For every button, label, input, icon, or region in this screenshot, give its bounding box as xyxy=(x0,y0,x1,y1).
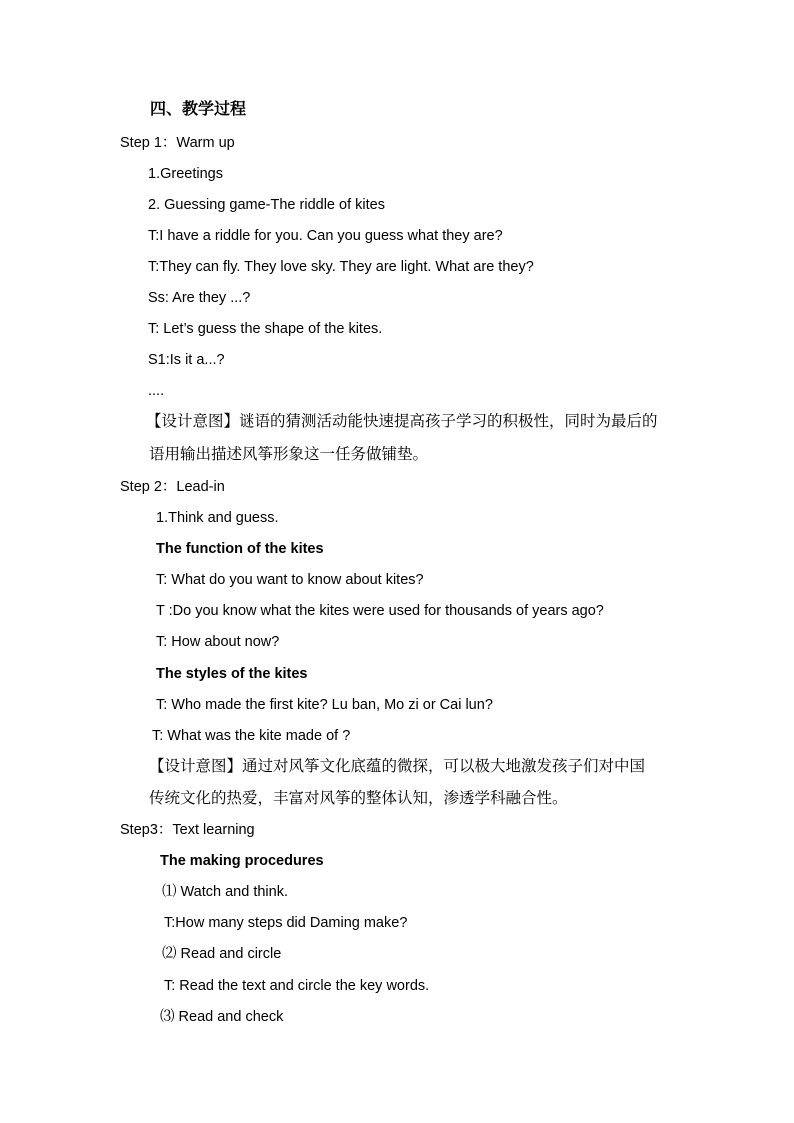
step1-line: T: Let’s guess the shape of the kites. xyxy=(148,321,383,337)
step3-line: T: Read the text and circle the key words. xyxy=(164,978,430,994)
step1-design-intent: 语用输出描述风筝形象这一任务做铺垫。 xyxy=(149,446,429,463)
section-title: 四、教学过程 xyxy=(150,101,247,118)
step2-line: T: Who made the first kite? Lu ban, Mo zi or Cai lun? xyxy=(156,697,493,713)
step3-line: ⑵ Read and circle xyxy=(162,946,282,962)
step3-line: T:How many steps did Daming make? xyxy=(164,915,408,931)
step3-title: Step3：Text learning xyxy=(120,822,255,838)
step3-line: ⑶ Read and check xyxy=(160,1009,284,1025)
step1-title: Step 1：Warm up xyxy=(120,135,235,151)
step2-design-intent: 传统文化的热爱，丰富对风筝的整体认知，渗透学科融合性。 xyxy=(149,790,568,807)
step2-line: T: How about now? xyxy=(156,634,280,650)
step3-line: ⑴ Watch and think. xyxy=(162,884,288,900)
step1-line: 1.Greetings xyxy=(148,166,223,182)
step1-line: Ss: Are they ...? xyxy=(148,290,251,306)
procedures-heading: The making procedures xyxy=(160,853,324,869)
step2-line: T :Do you know what the kites were used for thousands of years ago? xyxy=(156,603,604,619)
step1-line: T:I have a riddle for you. Can you guess what they are? xyxy=(148,228,503,244)
step2-design-intent: 【设计意图】通过对风筝文化底蕴的微探，可以极大地激发孩子们对中国 xyxy=(149,758,646,775)
step1-line: .... xyxy=(148,383,165,399)
styles-heading: The styles of the kites xyxy=(156,666,308,682)
step2-think-guess: 1.Think and guess. xyxy=(156,510,279,526)
step1-design-intent: 【设计意图】谜语的猜测活动能快速提高孩子学习的积极性，同时为最后的 xyxy=(146,413,658,430)
step2-title: Step 2：Lead-in xyxy=(120,479,225,495)
step1-line: S1:Is it a...? xyxy=(148,352,225,368)
step2-line: T: What do you want to know about kites? xyxy=(156,572,424,588)
step1-line: 2. Guessing game-The riddle of kites xyxy=(148,197,385,213)
step1-line: T:They can fly. They love sky. They are light. What are they? xyxy=(148,259,534,275)
function-heading: The function of the kites xyxy=(156,541,324,557)
step2-line: T: What was the kite made of ? xyxy=(152,728,351,744)
